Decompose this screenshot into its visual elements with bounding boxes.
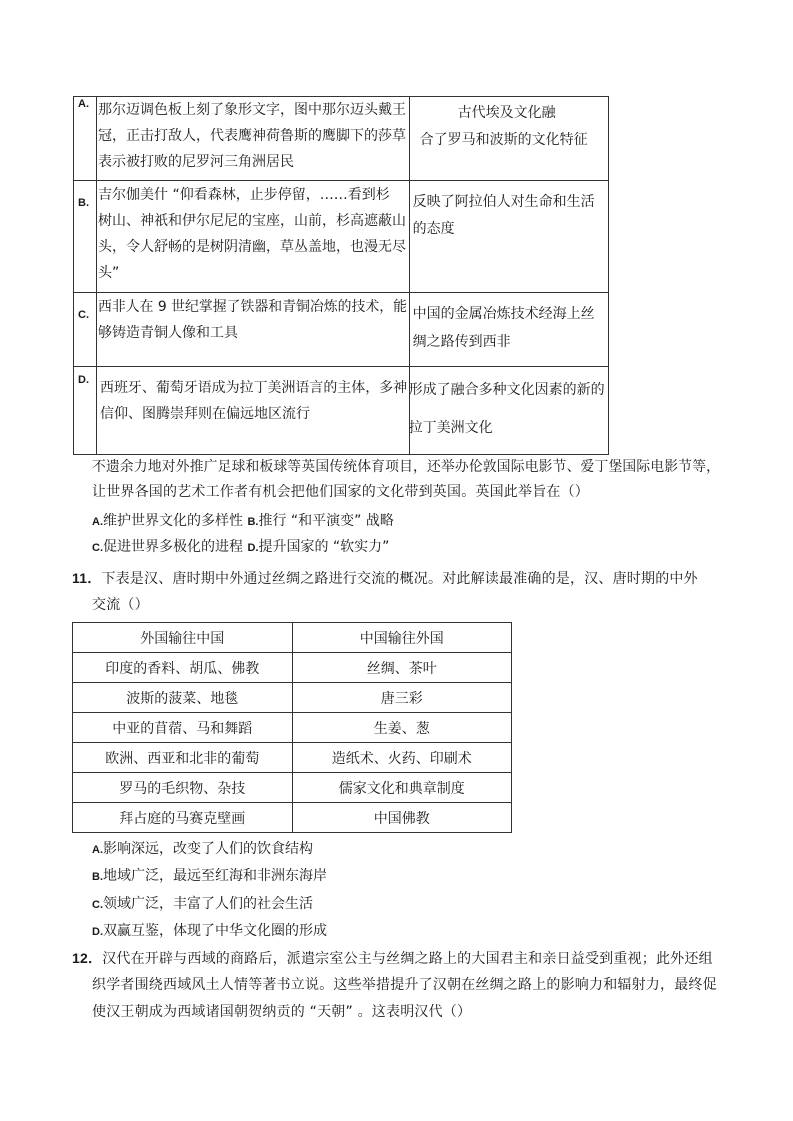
option-left-cell: [97, 181, 410, 292]
option-left-text: 信仰、图腾崇拜则在偏远地区流行: [100, 405, 311, 422]
option-left-cell: [97, 292, 410, 366]
table-row: [73, 803, 512, 833]
option-letter: B.: [247, 516, 259, 528]
option-left-text: 树山、神祇和伊尔尼尼的宝座，山前，杉高遮蔽山: [98, 213, 407, 230]
q11-stem-line: 交流（）: [92, 597, 149, 613]
table-cell: 拜占庭的马赛克壁画: [73, 803, 293, 833]
option-text: 推行 “和平演变” 战略: [258, 513, 394, 529]
option-letter: A.: [92, 516, 103, 528]
option-right-text: 拉丁美洲文化: [408, 419, 493, 436]
q10-stem-line: 让世界各国的艺术工作者有机会把他们国家的文化带到英国。英国此举旨在（）: [92, 484, 589, 500]
option-text: 领域广泛，丰富了人们的社会生活: [103, 896, 313, 912]
table-cell: 丝绸、茶叶: [292, 653, 512, 683]
table-header-row: [73, 623, 512, 653]
option-text: 提升国家的 “软实力”: [258, 539, 390, 555]
table-cell: 生姜、葱: [292, 713, 512, 743]
column-header: 中国输往外国: [292, 623, 512, 653]
question-stem: 汉代在开辟与西域的商路后，派遣宗室公主与丝绸之路上的大国君主和亲日益受到重视；此外还组: [102, 951, 713, 967]
option-text: 双赢互鉴，体现了中华文化圈的形成: [103, 923, 327, 939]
q12-stem-line: 织学者围绕西域风土人情等著书立说。这些举措提升了汉朝在丝绸之路上的影响力和辐射力，最终促: [92, 977, 717, 993]
option-right-text: 合了罗马和波斯的文化特征: [419, 132, 588, 148]
options-table: [73, 96, 609, 455]
option-text: 地域广泛，最远至红海和非洲东海岸: [103, 868, 327, 884]
q10-option-line: [92, 511, 394, 532]
option-row-a: [74, 97, 609, 181]
option-letter: C.: [92, 899, 103, 911]
table-cell: 中亚的苜蓿、马和舞蹈: [73, 713, 293, 743]
q11-option: [92, 921, 327, 942]
option-letter: C.: [92, 542, 103, 554]
option-letter: B.: [92, 871, 103, 883]
q10-stem-line: 不遗余力地对外推广足球和板球等英国传统体育项目，还举办伦敦国际电影节、爱丁堡国际电影节等，: [92, 459, 721, 475]
option-row-c: [74, 292, 609, 366]
option-right-text: 反映了阿拉伯人对生命和生活: [412, 194, 595, 211]
q10-option-line: [92, 537, 389, 558]
option-right-text: 古代埃及文化融: [457, 105, 556, 121]
table-cell: 唐三彩: [292, 683, 512, 713]
table-row: [73, 773, 512, 803]
q12-stem-line: [72, 948, 713, 969]
option-letter: D.: [92, 926, 103, 938]
option-right-text: 绸之路传到西非: [412, 333, 511, 350]
option-letter-cell: [74, 97, 97, 181]
option-letter: C.: [78, 308, 89, 321]
option-text: 促进世界多极化的进程: [103, 539, 243, 555]
option-left-text: 头，令人舒畅的是树阴清幽，草丛盖地，也漫无尽: [98, 239, 407, 256]
table-cell: 欧洲、西亚和北非的葡萄: [73, 743, 293, 773]
option-left-cell: [97, 366, 410, 454]
option-letter-cell: [74, 292, 97, 366]
option-letter: D.: [247, 542, 259, 554]
table-row: [73, 653, 512, 683]
q11-stem-line: [72, 568, 698, 589]
option-letter-cell: [74, 181, 97, 292]
option-left-text: 西非人在 9 世纪掌握了铁器和青铜冶炼的技术，能: [98, 298, 408, 315]
option-left-text: 那尔迈调色板上刻了象形文字，图中那尔迈头戴王: [98, 102, 407, 118]
column-header: 外国输往中国: [73, 623, 293, 653]
q11-option: [92, 894, 313, 915]
table-cell: 儒家文化和典章制度: [292, 773, 512, 803]
option-letter: A.: [92, 844, 103, 856]
option-right-cell: [409, 181, 608, 292]
option-right-cell: [409, 292, 608, 366]
option-letter: B.: [78, 197, 89, 210]
option-left-text: 表示被打败的尼罗河三角洲居民: [98, 154, 295, 170]
option-letter-cell: [74, 366, 97, 454]
q11-option: [92, 839, 313, 860]
question-number: 11．: [72, 570, 102, 586]
question-stem: 下表是汉、唐时期中外通过丝绸之路进行交流的概况。对此解读最准确的是，汉、唐时期的中外: [101, 571, 698, 587]
option-left-text: 够铸造青铜人像和工具: [98, 324, 239, 341]
option-row-b: [74, 181, 609, 292]
option-left-text: 西班牙、葡萄牙语成为拉丁美洲语言的主体，多神: [100, 379, 408, 396]
table-cell: 中国佛教: [292, 803, 512, 833]
option-letter: D.: [78, 373, 89, 386]
table-cell: 印度的香料、胡瓜、佛教: [73, 653, 293, 683]
option-left-text: 冠，正击打敌人，代表鹰神荷鲁斯的鹰脚下的莎草: [98, 128, 407, 144]
option-text: 维护世界文化的多样性: [103, 513, 243, 529]
option-row-d: [74, 366, 609, 454]
option-right-cell: [409, 366, 608, 454]
table-cell: 罗马的毛织物、杂技: [73, 773, 293, 803]
table-row: [73, 743, 512, 773]
table-row: [73, 683, 512, 713]
question-number: 12．: [72, 950, 103, 966]
option-left-text: 吉尔伽美什 “仰看森林，止步停留，……看到杉: [98, 187, 390, 204]
option-right-cell: [409, 97, 608, 181]
option-right-text: 中国的金属冶炼技术经海上丝: [412, 305, 595, 322]
option-left-cell: [97, 97, 410, 181]
q12-stem-line: 使汉王朝成为西域诸国朝贺纳贡的 “天朝” 。这表明汉代（）: [92, 1004, 472, 1020]
table-cell: 波斯的菠菜、地毯: [73, 683, 293, 713]
option-right-text: 形成了融合多种文化因素的新的: [408, 381, 605, 398]
option-right-text: 的态度: [412, 221, 455, 238]
table-row: [73, 713, 512, 743]
option-text: 影响深远，改变了人们的饮食结构: [103, 841, 313, 857]
table-cell: 造纸术、火药、印刷术: [292, 743, 512, 773]
option-letter: A.: [78, 98, 89, 110]
exchange-table: [72, 622, 512, 833]
option-left-text: 头”: [98, 265, 120, 282]
q11-option: [92, 866, 327, 887]
